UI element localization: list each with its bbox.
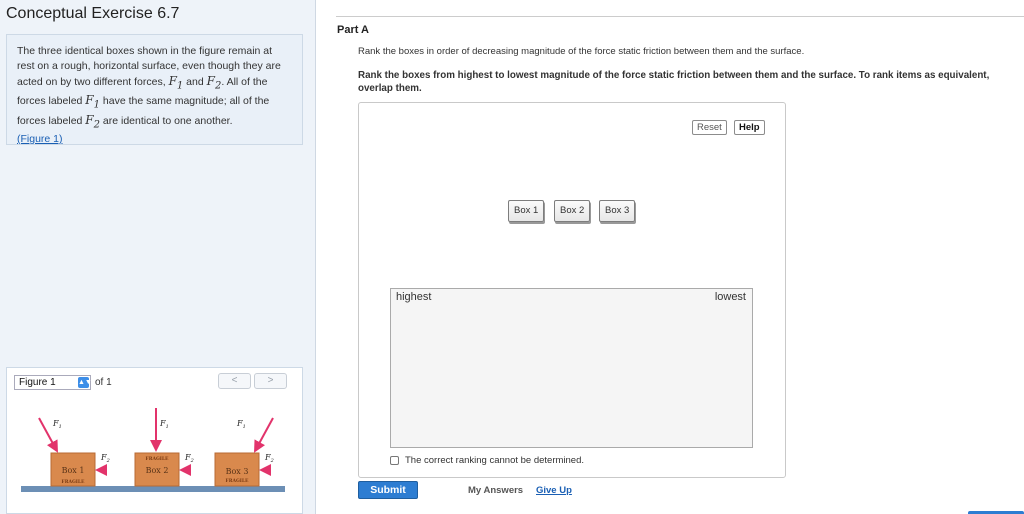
highest-label: highest [396,291,432,303]
problem-text-3: have the same magnitude; all of the forces labeled [17,95,270,127]
reset-button[interactable]: Reset [692,120,727,135]
problem-and: and [183,76,207,88]
give-up-link[interactable]: Give Up [536,485,572,496]
exercise-title: Conceptual Exercise 6.7 [6,5,180,22]
rank-item-box-2[interactable]: Box 2 [554,200,590,222]
figure-count: of 1 [95,377,112,388]
figure-select[interactable] [14,375,91,390]
lowest-label: lowest [714,291,746,303]
rank-item-box-1[interactable]: Box 1 [508,200,544,222]
figure-link[interactable]: (Figure 1) [17,133,63,146]
ranking-drop-zone[interactable] [390,288,753,448]
problem-text-4: are identical to one another. [100,114,233,127]
force-f2-label: $F_2$ [206,74,222,92]
boxes-figure [15,398,297,493]
box-3-label: Box 3 [225,467,249,476]
left-column [0,0,316,514]
figure-panel [6,367,303,514]
my-answers-label: My Answers [468,485,524,496]
rank-item-box-3[interactable]: Box 3 [599,200,635,222]
submit-button[interactable]: Submit [358,481,418,499]
f2-label-box-3: $F_2$ [265,453,274,464]
force-f1-label: $F_1$ [168,74,184,92]
fragile-stamp-2: FRAGILE [145,457,169,462]
question-text: Rank the boxes in order of decreasing magnitude of the force static friction between them and the surface. [358,46,805,57]
problem-text-1: The three identical boxes shown in the figure remain at rest on a rough, horizontal surface, even though they are acted on by two different forces, [17,45,281,88]
ranking-instructions: Rank the boxes from highest to lowest magnitude of the force static friction between them and the surface. To rank items as equivalent, overlap them. [358,70,990,94]
f2-label-box-2: $F_2$ [185,453,194,464]
cannot-determine-label: The correct ranking cannot be determined. [405,455,585,466]
problem-text-2: . All of the forces labeled [17,76,268,108]
force-f1-arrow-box-3 [255,418,273,451]
f1-label-box-3: $F_1$ [237,419,246,430]
next-figure-button[interactable]: > [254,373,287,389]
box-2-label: Box 2 [145,466,169,475]
cannot-determine-checkbox[interactable] [390,456,399,465]
problem-statement [6,34,303,145]
ranking-panel [358,102,786,478]
select-caret-icon: ▲▼ [78,379,92,386]
force-f2-label-2: $F_2$ [85,112,100,131]
force-f1-label-2: $F_1$ [85,93,100,111]
part-label: Part A [337,24,369,36]
f1-label-box-2: $F_1$ [160,419,169,430]
fragile-stamp-3: FRAGILE [225,479,249,484]
header-divider [336,16,1024,17]
f1-label-box-1: $F_1$ [53,419,62,430]
box-1-label: Box 1 [61,466,85,475]
floor-surface [21,486,285,492]
help-button[interactable]: Help [734,120,765,135]
cannot-determine-option[interactable] [390,455,584,466]
figure-select-value: Figure 1 [19,377,56,388]
previous-figure-button[interactable]: < [218,373,251,389]
fragile-stamp-1: FRAGILE [61,480,85,485]
f2-label-box-1: $F_2$ [101,453,110,464]
